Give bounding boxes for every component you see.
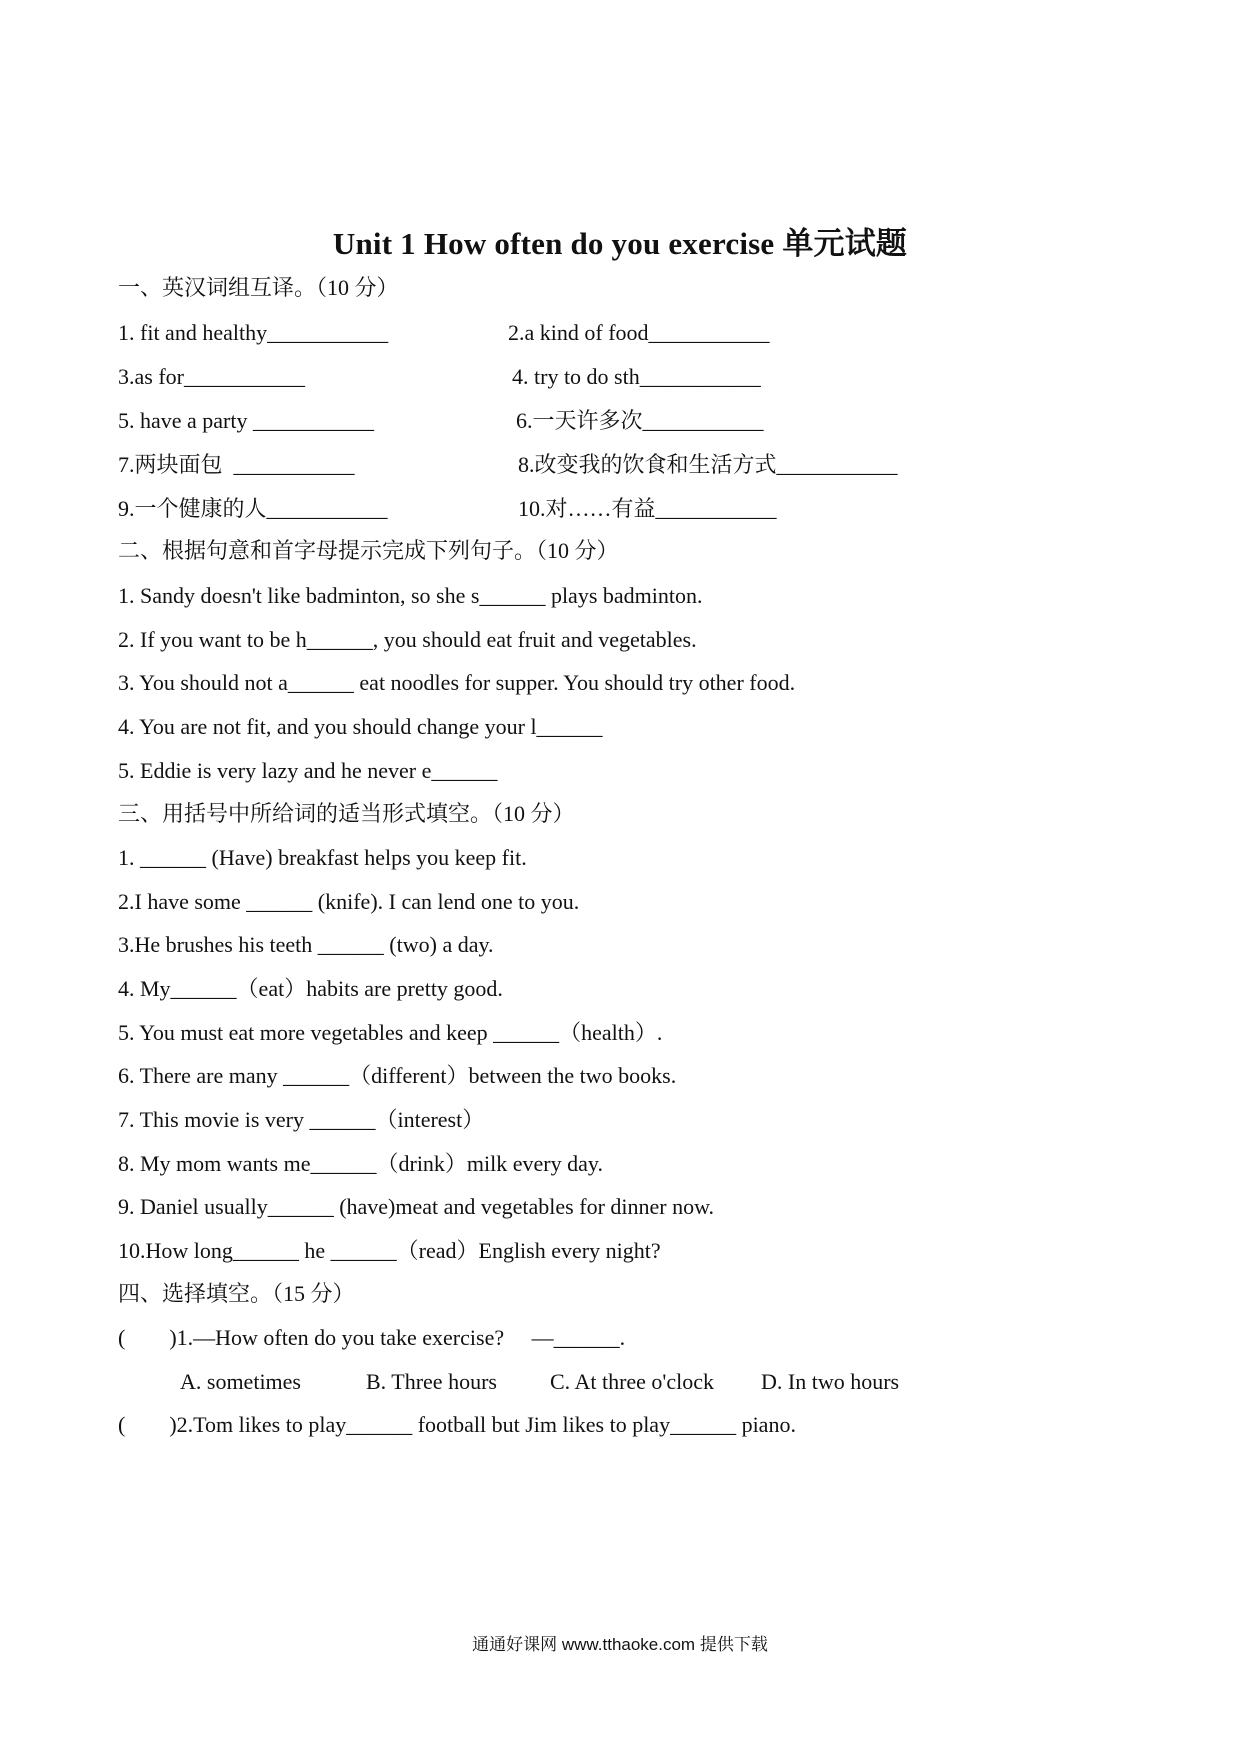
section3-item-1: 1. ______ (Have) breakfast helps you keep fit.	[118, 845, 527, 870]
document-title: Unit 1 How often do you exercise 单元试题	[332, 226, 908, 261]
section1-item-3: 3.as for___________	[118, 364, 305, 389]
section1-item-6: 6.一天许多次___________	[516, 408, 764, 433]
section3-item-10: 10.How long______ he ______（read）English every night?	[118, 1238, 661, 1263]
section3-item-4: 4. My______（eat）habits are pretty good.	[118, 976, 503, 1001]
section4-q1-option-a: A. sometimes	[180, 1369, 301, 1394]
section4-q1-option-c: C. At three o'clock	[550, 1369, 715, 1394]
section4-q1-option-d: D. In two hours	[761, 1369, 900, 1394]
section3-item-3: 3.He brushes his teeth ______ (two) a day.	[118, 932, 494, 957]
section4-q1-option-b: B. Three hours	[366, 1369, 497, 1394]
section2-item-4: 4. You are not fit, and you should change your l______	[118, 714, 603, 739]
section2-item-5: 5. Eddie is very lazy and he never e______	[118, 758, 498, 783]
section2-item-3: 3. You should not a______ eat noodles for supper. You should try other food.	[118, 670, 796, 695]
page-footer: 通通好课网 www.tthaoke.com 提供下载	[472, 1635, 768, 1654]
section1-item-7: 7.两块面包 ___________	[118, 452, 355, 477]
section1-item-1: 1. fit and healthy___________	[118, 320, 389, 345]
section2-heading: 二、根据句意和首字母提示完成下列句子。（10 分）	[118, 538, 619, 563]
section2-item-2: 2. If you want to be h______, you should eat fruit and vegetables.	[118, 627, 697, 652]
section1-item-10: 10.对……有益___________	[518, 496, 777, 521]
section1-item-8: 8.改变我的饮食和生活方式___________	[518, 452, 898, 477]
section4-q2-stem: ( )2.Tom likes to play______ football but Jim likes to play______ piano.	[118, 1412, 796, 1437]
section3-heading: 三、用括号中所给词的适当形式填空。（10 分）	[118, 801, 575, 826]
section4-q1-stem: ( )1.—How often do you take exercise? —______.	[118, 1325, 626, 1350]
section3-item-7: 7. This movie is very ______（interest）	[118, 1107, 485, 1132]
section1-item-5: 5. have a party ___________	[118, 408, 374, 433]
section1-item-9: 9.一个健康的人___________	[118, 496, 388, 521]
section1-item-2: 2.a kind of food___________	[508, 320, 770, 345]
section1-item-4: 4. try to do sth___________	[512, 364, 761, 389]
section4-heading: 四、选择填空。（15 分）	[118, 1281, 355, 1306]
section3-item-9: 9. Daniel usually______ (have)meat and vegetables for dinner now.	[118, 1194, 715, 1219]
section3-item-8: 8. My mom wants me______（drink）milk every day.	[118, 1151, 603, 1176]
section1-heading: 一、英汉词组互译。（10 分）	[118, 275, 399, 300]
section3-item-6: 6. There are many ______（different）between the two books.	[118, 1063, 677, 1088]
section2-item-1: 1. Sandy doesn't like badminton, so she s______ plays badminton.	[118, 583, 703, 608]
section3-item-2: 2.I have some ______ (knife). I can lend one to you.	[118, 889, 580, 914]
section3-item-5: 5. You must eat more vegetables and keep ______（health）.	[118, 1020, 663, 1045]
